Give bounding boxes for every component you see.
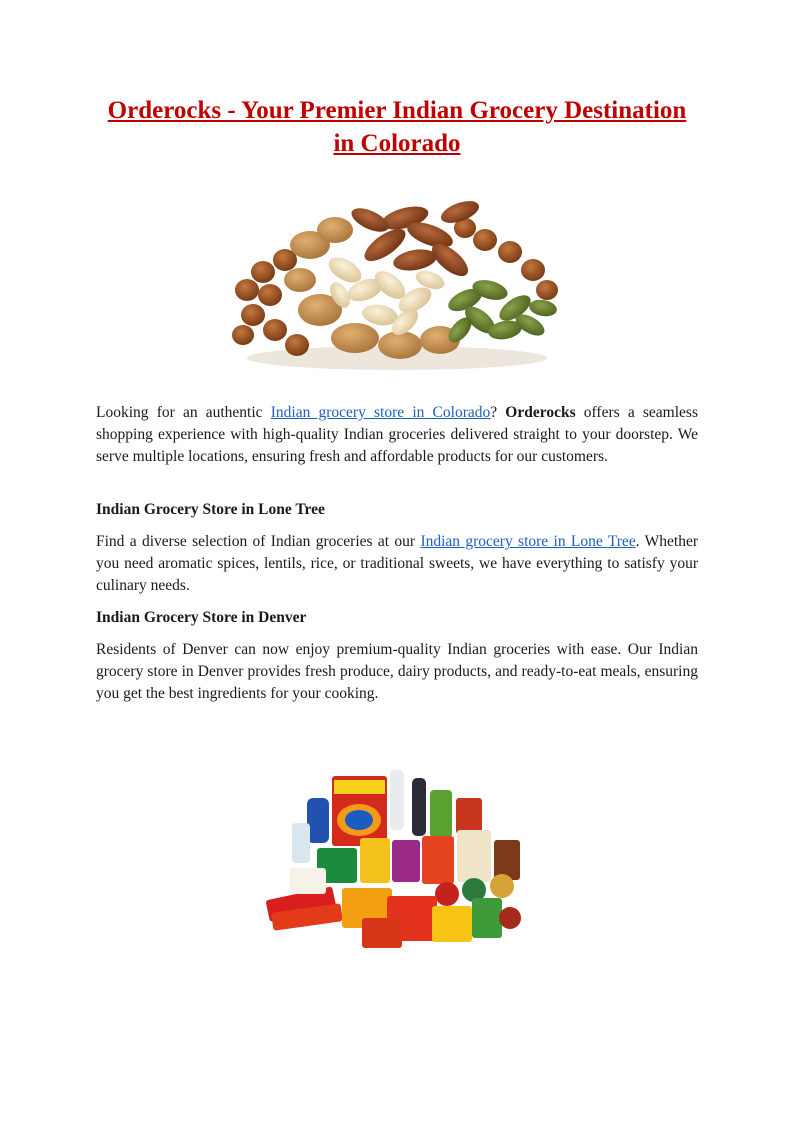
lone-tree-prefix: Find a diverse selection of Indian groceries at our bbox=[96, 533, 421, 550]
title-line-1: Orderocks - Your Premier Indian Grocery Destination bbox=[107, 97, 687, 124]
mixed-nuts-image bbox=[225, 190, 570, 375]
title-line-2: in Colorado bbox=[333, 130, 461, 157]
lone-tree-heading: Indian Grocery Store in Lone Tree bbox=[96, 501, 325, 518]
denver-heading: Indian Grocery Store in Denver bbox=[96, 609, 307, 626]
intro-prefix: Looking for an authentic bbox=[96, 404, 271, 421]
lone-tree-store-link[interactable]: Indian grocery store in Lone Tree bbox=[420, 533, 636, 550]
intro-suffix: offers a seamless shopping experience with high-quality Indian groceries delivered straight to your doorstep. We serve multiple locations, ensuring fresh and affordable products for our customers. bbox=[96, 404, 698, 465]
intro-paragraph bbox=[96, 402, 698, 468]
intro-mid: ? bbox=[490, 404, 506, 421]
lone-tree-suffix: . Whether you need aromatic spices, lentils, rice, or traditional sweets, we have everything to satisfy your culinary needs. bbox=[96, 533, 699, 594]
page-title bbox=[96, 94, 698, 160]
colorado-store-link[interactable]: Indian grocery store in Colorado bbox=[270, 404, 491, 421]
grocery-products-image bbox=[262, 768, 537, 958]
denver-paragraph: Residents of Denver can now enjoy premium-quality Indian groceries with ease. Our Indian grocery store in Denver provides fresh produce, dairy products, and ready-to-eat meals, ensuring you get the best ingredients for your cooking. bbox=[96, 641, 698, 702]
brand-name: Orderocks bbox=[505, 404, 576, 421]
lone-tree-paragraph bbox=[96, 531, 698, 597]
